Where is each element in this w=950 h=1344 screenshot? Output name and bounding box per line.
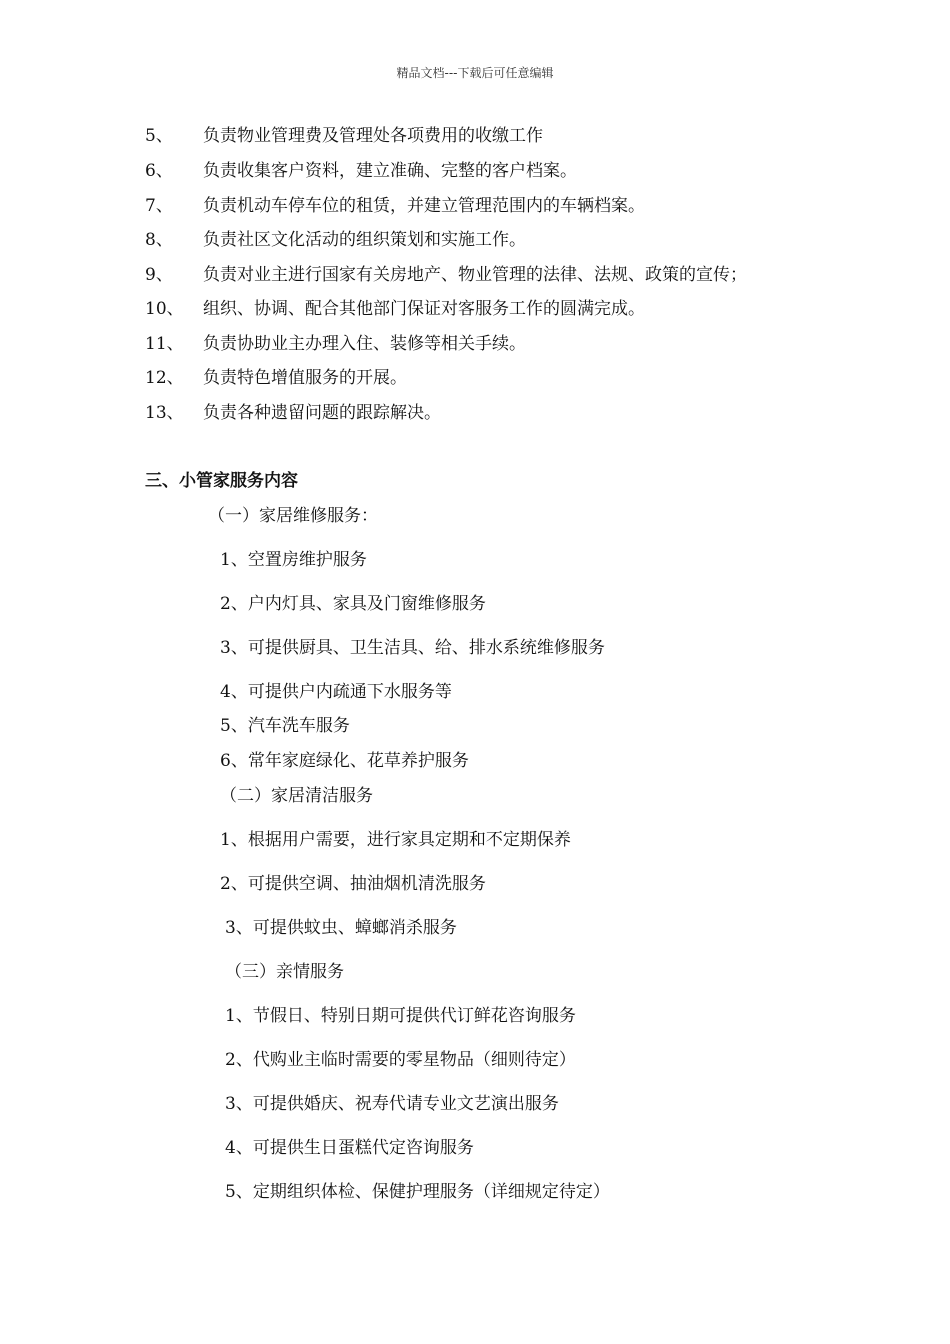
list-item: 1、空置房维护服务 bbox=[220, 550, 367, 570]
list-item: 2、户内灯具、家具及门窗维修服务 bbox=[220, 594, 486, 614]
duty-item bbox=[145, 333, 526, 355]
duty-number: 8、 bbox=[145, 230, 173, 250]
duty-item bbox=[145, 229, 526, 251]
duty-item bbox=[145, 298, 645, 320]
subsection-heading-cleaning: （二）家居清洁服务 bbox=[220, 786, 373, 806]
duty-item bbox=[145, 402, 441, 424]
list-item: 6、常年家庭绿化、花草养护服务 bbox=[220, 751, 469, 771]
list-item: 4、可提供生日蛋糕代定咨询服务 bbox=[225, 1138, 474, 1158]
subsection-heading-repair: （一）家居维修服务： bbox=[208, 506, 378, 526]
duty-number: 10、 bbox=[145, 299, 184, 319]
duty-item bbox=[145, 160, 577, 182]
duty-item bbox=[145, 264, 747, 286]
duty-number: 6、 bbox=[145, 161, 173, 181]
list-item: 5、定期组织体检、保健护理服务（详细规定待定） bbox=[225, 1182, 610, 1202]
list-item: 1、根据用户需要，进行家具定期和不定期保养 bbox=[220, 830, 571, 850]
duty-item bbox=[145, 125, 543, 147]
duty-text: 负责社区文化活动的组织策划和实施工作。 bbox=[203, 230, 526, 250]
duty-number: 11、 bbox=[145, 334, 184, 354]
duty-number: 9、 bbox=[145, 265, 173, 285]
duty-text: 负责各种遗留问题的跟踪解决。 bbox=[203, 403, 441, 423]
list-item: 3、可提供蚊虫、蟑螂消杀服务 bbox=[225, 918, 457, 938]
list-item: 2、代购业主临时需要的零星物品（细则待定） bbox=[225, 1050, 576, 1070]
list-item: 5、汽车洗车服务 bbox=[220, 716, 350, 736]
list-item: 1、节假日、特别日期可提供代订鲜花咨询服务 bbox=[225, 1006, 576, 1026]
page-header: 精品文档---下载后可任意编辑 bbox=[396, 66, 554, 80]
duty-text: 组织、协调、配合其他部门保证对客服务工作的圆满完成。 bbox=[203, 299, 645, 319]
duty-text: 负责收集客户资料，建立准确、完整的客户档案。 bbox=[203, 161, 577, 181]
duty-item bbox=[145, 195, 645, 217]
duty-number: 13、 bbox=[145, 403, 184, 423]
duty-text: 负责物业管理费及管理处各项费用的收缴工作 bbox=[203, 126, 543, 146]
duty-number: 12、 bbox=[145, 368, 184, 388]
duty-number: 5、 bbox=[145, 126, 173, 146]
list-item: 2、可提供空调、抽油烟机清洗服务 bbox=[220, 874, 486, 894]
list-item: 4、可提供户内疏通下水服务等 bbox=[220, 682, 452, 702]
duty-text: 负责特色增值服务的开展。 bbox=[203, 368, 407, 388]
section-title: 三、小管家服务内容 bbox=[145, 471, 298, 491]
duty-number: 7、 bbox=[145, 196, 173, 216]
list-item: 3、可提供婚庆、祝寿代请专业文艺演出服务 bbox=[225, 1094, 559, 1114]
duty-text: 负责机动车停车位的租赁，并建立管理范围内的车辆档案。 bbox=[203, 196, 645, 216]
duty-item bbox=[145, 367, 407, 389]
list-item: 3、可提供厨具、卫生洁具、给、排水系统维修服务 bbox=[220, 638, 605, 658]
duty-text: 负责协助业主办理入住、装修等相关手续。 bbox=[203, 334, 526, 354]
subsection-heading-family: （三）亲情服务 bbox=[225, 962, 344, 982]
duty-text: 负责对业主进行国家有关房地产、物业管理的法律、法规、政策的宣传； bbox=[203, 265, 747, 285]
